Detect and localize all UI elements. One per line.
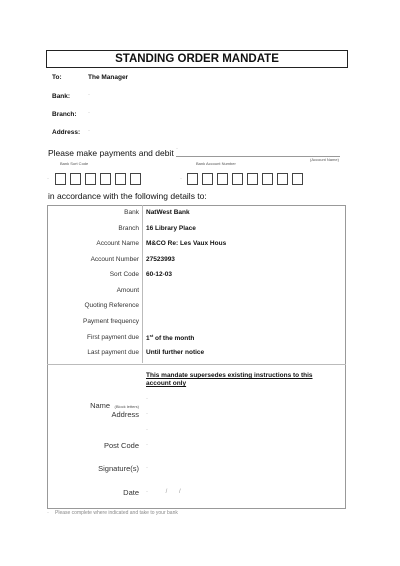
- bank-field[interactable]: ·: [88, 92, 90, 98]
- account-number-caption: Bank Account Number: [196, 161, 236, 166]
- row-value-first-payment-due: 1st of the month: [146, 333, 195, 343]
- footer-dot: ·: [47, 510, 49, 516]
- supersede-note: This mandate supersedes existing instructions to this account only: [146, 372, 313, 387]
- account-number-digit-box[interactable]: [262, 173, 273, 185]
- account-number-digit-box[interactable]: [292, 173, 303, 185]
- row-label-first-payment-due: First payment due: [86, 334, 139, 341]
- row-label-last-payment-due: Last payment due: [87, 349, 139, 356]
- row-value-account-name: M&CO Re: Les Vaux Hous: [146, 240, 227, 247]
- signature-label: Signature(s): [98, 464, 139, 473]
- to-value: The Manager: [88, 74, 129, 81]
- address-line-2[interactable]: ·: [146, 427, 148, 433]
- row-label-bank: Bank: [124, 209, 139, 216]
- row-label-branch: Branch: [118, 225, 139, 232]
- date-field[interactable]: · / /: [146, 489, 181, 495]
- post-code-field[interactable]: ·: [146, 442, 148, 448]
- post-code-label: Post Code: [103, 441, 139, 450]
- footer-note: Please complete where indicated and take to your bank: [55, 510, 178, 516]
- row-value-account-number: 27523993: [146, 256, 175, 263]
- name-field[interactable]: ·: [146, 396, 148, 402]
- branch-field[interactable]: ·: [88, 110, 90, 116]
- address-line-1[interactable]: ·: [146, 411, 148, 417]
- row-value-last-payment-due: Until further notice: [146, 349, 205, 356]
- branch-label: Branch:: [52, 111, 77, 118]
- account-number-digit-box[interactable]: [187, 173, 198, 185]
- debit-instruction: Please make payments and debit: [48, 148, 174, 158]
- sort-code-digit-box[interactable]: [130, 173, 141, 185]
- details-section-divider: [47, 364, 346, 365]
- account-number-digit-box[interactable]: [277, 173, 288, 185]
- row-label-payment-frequency: Payment frequency: [82, 318, 139, 325]
- account-number-digit-box[interactable]: [202, 173, 213, 185]
- row-label-amount: Amount: [116, 287, 139, 294]
- to-label: To:: [52, 74, 62, 81]
- sort-code-caption: Bank Sort Code: [60, 161, 89, 166]
- sort-code-digit-box[interactable]: [85, 173, 96, 185]
- bank-label: Bank:: [52, 93, 71, 100]
- sort-code-digit-box[interactable]: [55, 173, 66, 185]
- page-title: STANDING ORDER MANDATE: [46, 50, 348, 68]
- accordance-text: in accordance with the following details to:: [48, 191, 207, 201]
- sort-code-digit-box[interactable]: [100, 173, 111, 185]
- row-label-account-name: Account Name: [96, 240, 139, 247]
- account-name-caption: (Account Name): [310, 157, 339, 162]
- date-label: Date: [123, 488, 139, 497]
- address-field-label: Address: [111, 410, 139, 419]
- sort-code-dot: ·: [47, 176, 49, 182]
- row-value-branch: 16 Library Place: [146, 225, 196, 232]
- name-label: Name: [90, 401, 111, 410]
- row-label-account-number: Account Number: [90, 256, 139, 263]
- account-number-digit-box[interactable]: [217, 173, 228, 185]
- row-label-quoting-reference: Quoting Reference: [84, 302, 139, 309]
- details-column-divider: [142, 205, 143, 363]
- signature-field[interactable]: ·: [146, 465, 148, 471]
- account-name-dot: ·: [176, 146, 178, 152]
- account-number-dot: ·: [180, 176, 182, 182]
- row-value-bank: NatWest Bank: [146, 209, 190, 216]
- address-field[interactable]: ·: [88, 128, 90, 134]
- row-value-sort-code: 60-12-03: [146, 271, 173, 278]
- name-caption: (Block letters): [114, 404, 139, 409]
- account-number-digit-box[interactable]: [232, 173, 243, 185]
- sort-code-digit-box[interactable]: [115, 173, 126, 185]
- account-number-digit-box[interactable]: [247, 173, 258, 185]
- address-label: Address:: [52, 129, 81, 136]
- sort-code-digit-box[interactable]: [70, 173, 81, 185]
- row-label-sort-code: Sort Code: [109, 271, 139, 278]
